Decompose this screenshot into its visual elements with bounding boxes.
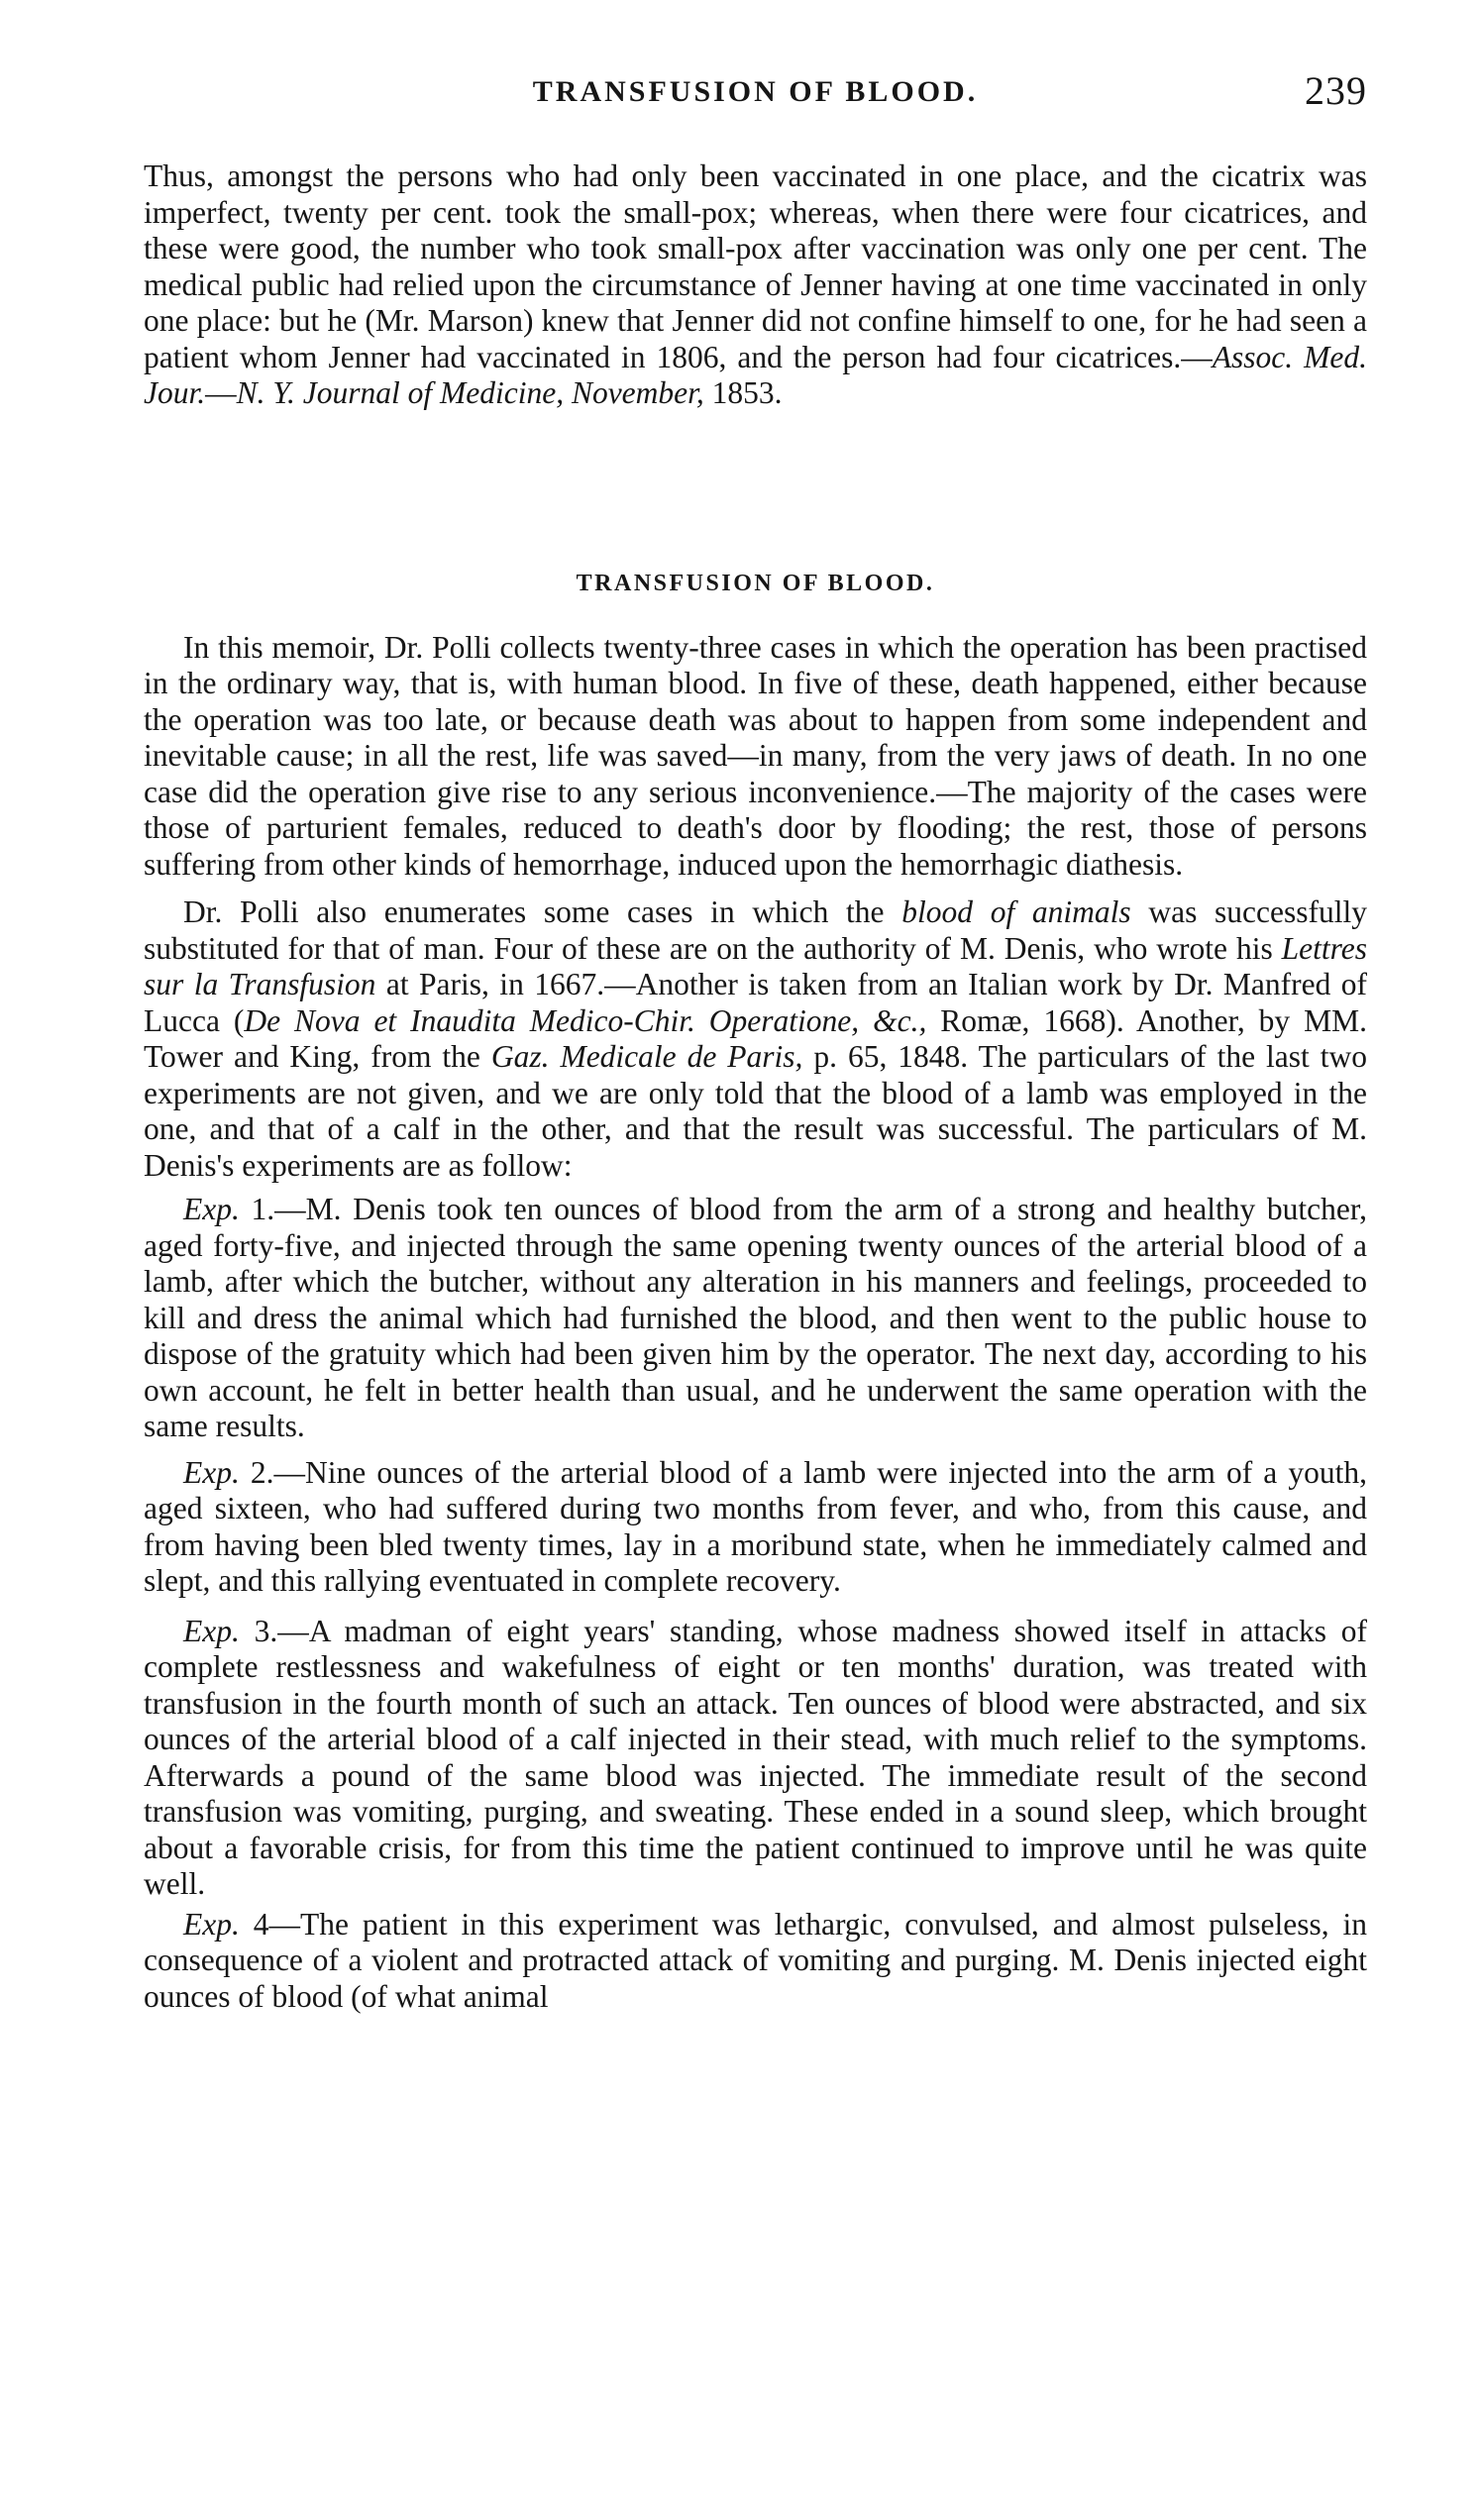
exp3-label: Exp. [183,1613,240,1648]
source-citation-1: Assoc. Med. Jour. [144,339,1367,410]
page-number: 239 [1305,68,1367,113]
p2-text-i: p. 65, 1848. The particulars of the last two experiments are not given, and we are only told that the blood of a lamb was employed in the one, and that of a calf in the other, and that the result was successful. The particulars of M. Denis's experiments are as follow: [144,1039,1367,1183]
p2-italic-de-nova: De Nova et Inaudita Medico-Chir. Operatione, &c., [244,1002,927,1038]
exp1-label: Exp. [183,1192,240,1226]
source-year: 1853. [703,375,783,410]
p2-italic-lettres: Lettres sur la Transfusion [144,930,1367,1001]
exp2-text: 2.—Nine ounces of the arterial blood of a lamb were injected into the arm of a youth, aged sixteen, who had suffered during two months from fever, and who, from this cause, and from having been bled twenty times, lay in a moribund state, when he immediately calmed and slept, and this rallying eventuated in complete recovery. [144,1454,1367,1598]
source-citation-2: N. Y. Journal of Medicine, November, [236,375,704,410]
exp4-text: 4—The patient in this experiment was lethargic, convulsed, and almost pulseless, in consequence of a violent and protracted attack of vomiting and purging. M. Denis injected eight ounces of blood (of what animal [144,1906,1367,2014]
exp2-label: Exp. [183,1454,240,1490]
running-head [144,67,1367,123]
p2-text-c: was successfully substituted for that of man. Four of these are on the authority of M. Denis, who wrote his [144,894,1367,966]
source-separator: — [205,375,237,410]
paragraph-experiment-1 [144,1192,1367,1445]
running-title: TRANSFUSION OF BLOOD. [532,75,979,108]
exp4-label: Exp. [183,1906,240,1942]
p2-italic-gazette: Gaz. Medicale de Paris, [490,1039,803,1074]
p2-text-a: Dr. Polli also enumerates some cases in which the [183,894,902,929]
article-title: TRANSFUSION OF BLOOD. [576,570,935,596]
carryover-paragraph [144,158,1367,412]
paragraph-experiment-2 [144,1455,1367,1600]
paragraph-animal-blood [144,894,1367,1184]
paragraph-experiment-4 [144,1907,1367,2016]
p2-italic-blood-of-animals: blood of animals [901,894,1131,929]
paragraph-experiment-3 [144,1614,1367,1903]
exp1-text: 1.—M. Denis took ten ounces of blood from the arm of a strong and healthy butcher, aged forty-five, and injected through the same opening twenty ounces of the arterial blood of a lamb, after which the butcher, without any alteration in his manners and feelings, proceeded to kill and dress the animal which had furnished the blood, and then went to the public house to dispose of the gratuity which had been given him by the operator. The next day, according to his own account, he felt in better health than usual, and he underwent the same operation with the same results. [144,1192,1367,1443]
carryover-text: Thus, amongst the persons who had only been vaccinated in one place, and the cicatrix was imperfect, twenty per cent. took the small-pox; whereas, when there were four cicatrices, and these were good, the number who took small-pox after vaccination was only one per cent. The medical public had relied upon the circumstance of Jenner having at one time vaccinated in only one place: but he (Mr. Marson) knew that Jenner did not confine himself to one, for he had seen a patient whom Jenner had vaccinated in 1806, and the person had four cicatrices.— [144,158,1367,374]
p2-text-e: at Paris, in 1667.—Another is taken from an Italian work by Dr. Manfred of Lucca ( [144,967,1367,1038]
exp3-text: 3.—A madman of eight years' standing, whose madness showed itself in attacks of complete restlessness and wakefulness of eight or ten months' duration, was treated with transfusion in the fourth month of such an attack. Ten ounces of blood were abstracted, and six ounces of the arterial blood of a calf injected in their stead, with much relief to the symptoms. Afterwards a pound of the same blood was injected. The immediate result of the second transfusion was vomiting, purging, and sweating. These ended in a sound sleep, which brought about a favorable crisis, for from this time the patient continued to improve until he was quite well. [144,1613,1367,1901]
book-page [144,67,1367,2015]
p2-text-g: Romæ, 1668). Another, by MM. Tower and King, from the [144,1002,1367,1074]
paragraph-intro: In this memoir, Dr. Polli collects twenty-three cases in which the operation has been practised in the ordinary way, that is, with human blood. In five of these, death happened, either because the operation was too late, or because death was about to happen from some independent and inevitable cause; in all the rest, life was saved—in many, from the very jaws of death. In no one case did the operation give rise to any serious inconvenience.—The majority of the cases were those of parturient females, reduced to death's door by flooding; the rest, those of persons suffering from other kinds of hemorrhage, induced upon the hemorrhagic diathesis. [144,629,1367,882]
